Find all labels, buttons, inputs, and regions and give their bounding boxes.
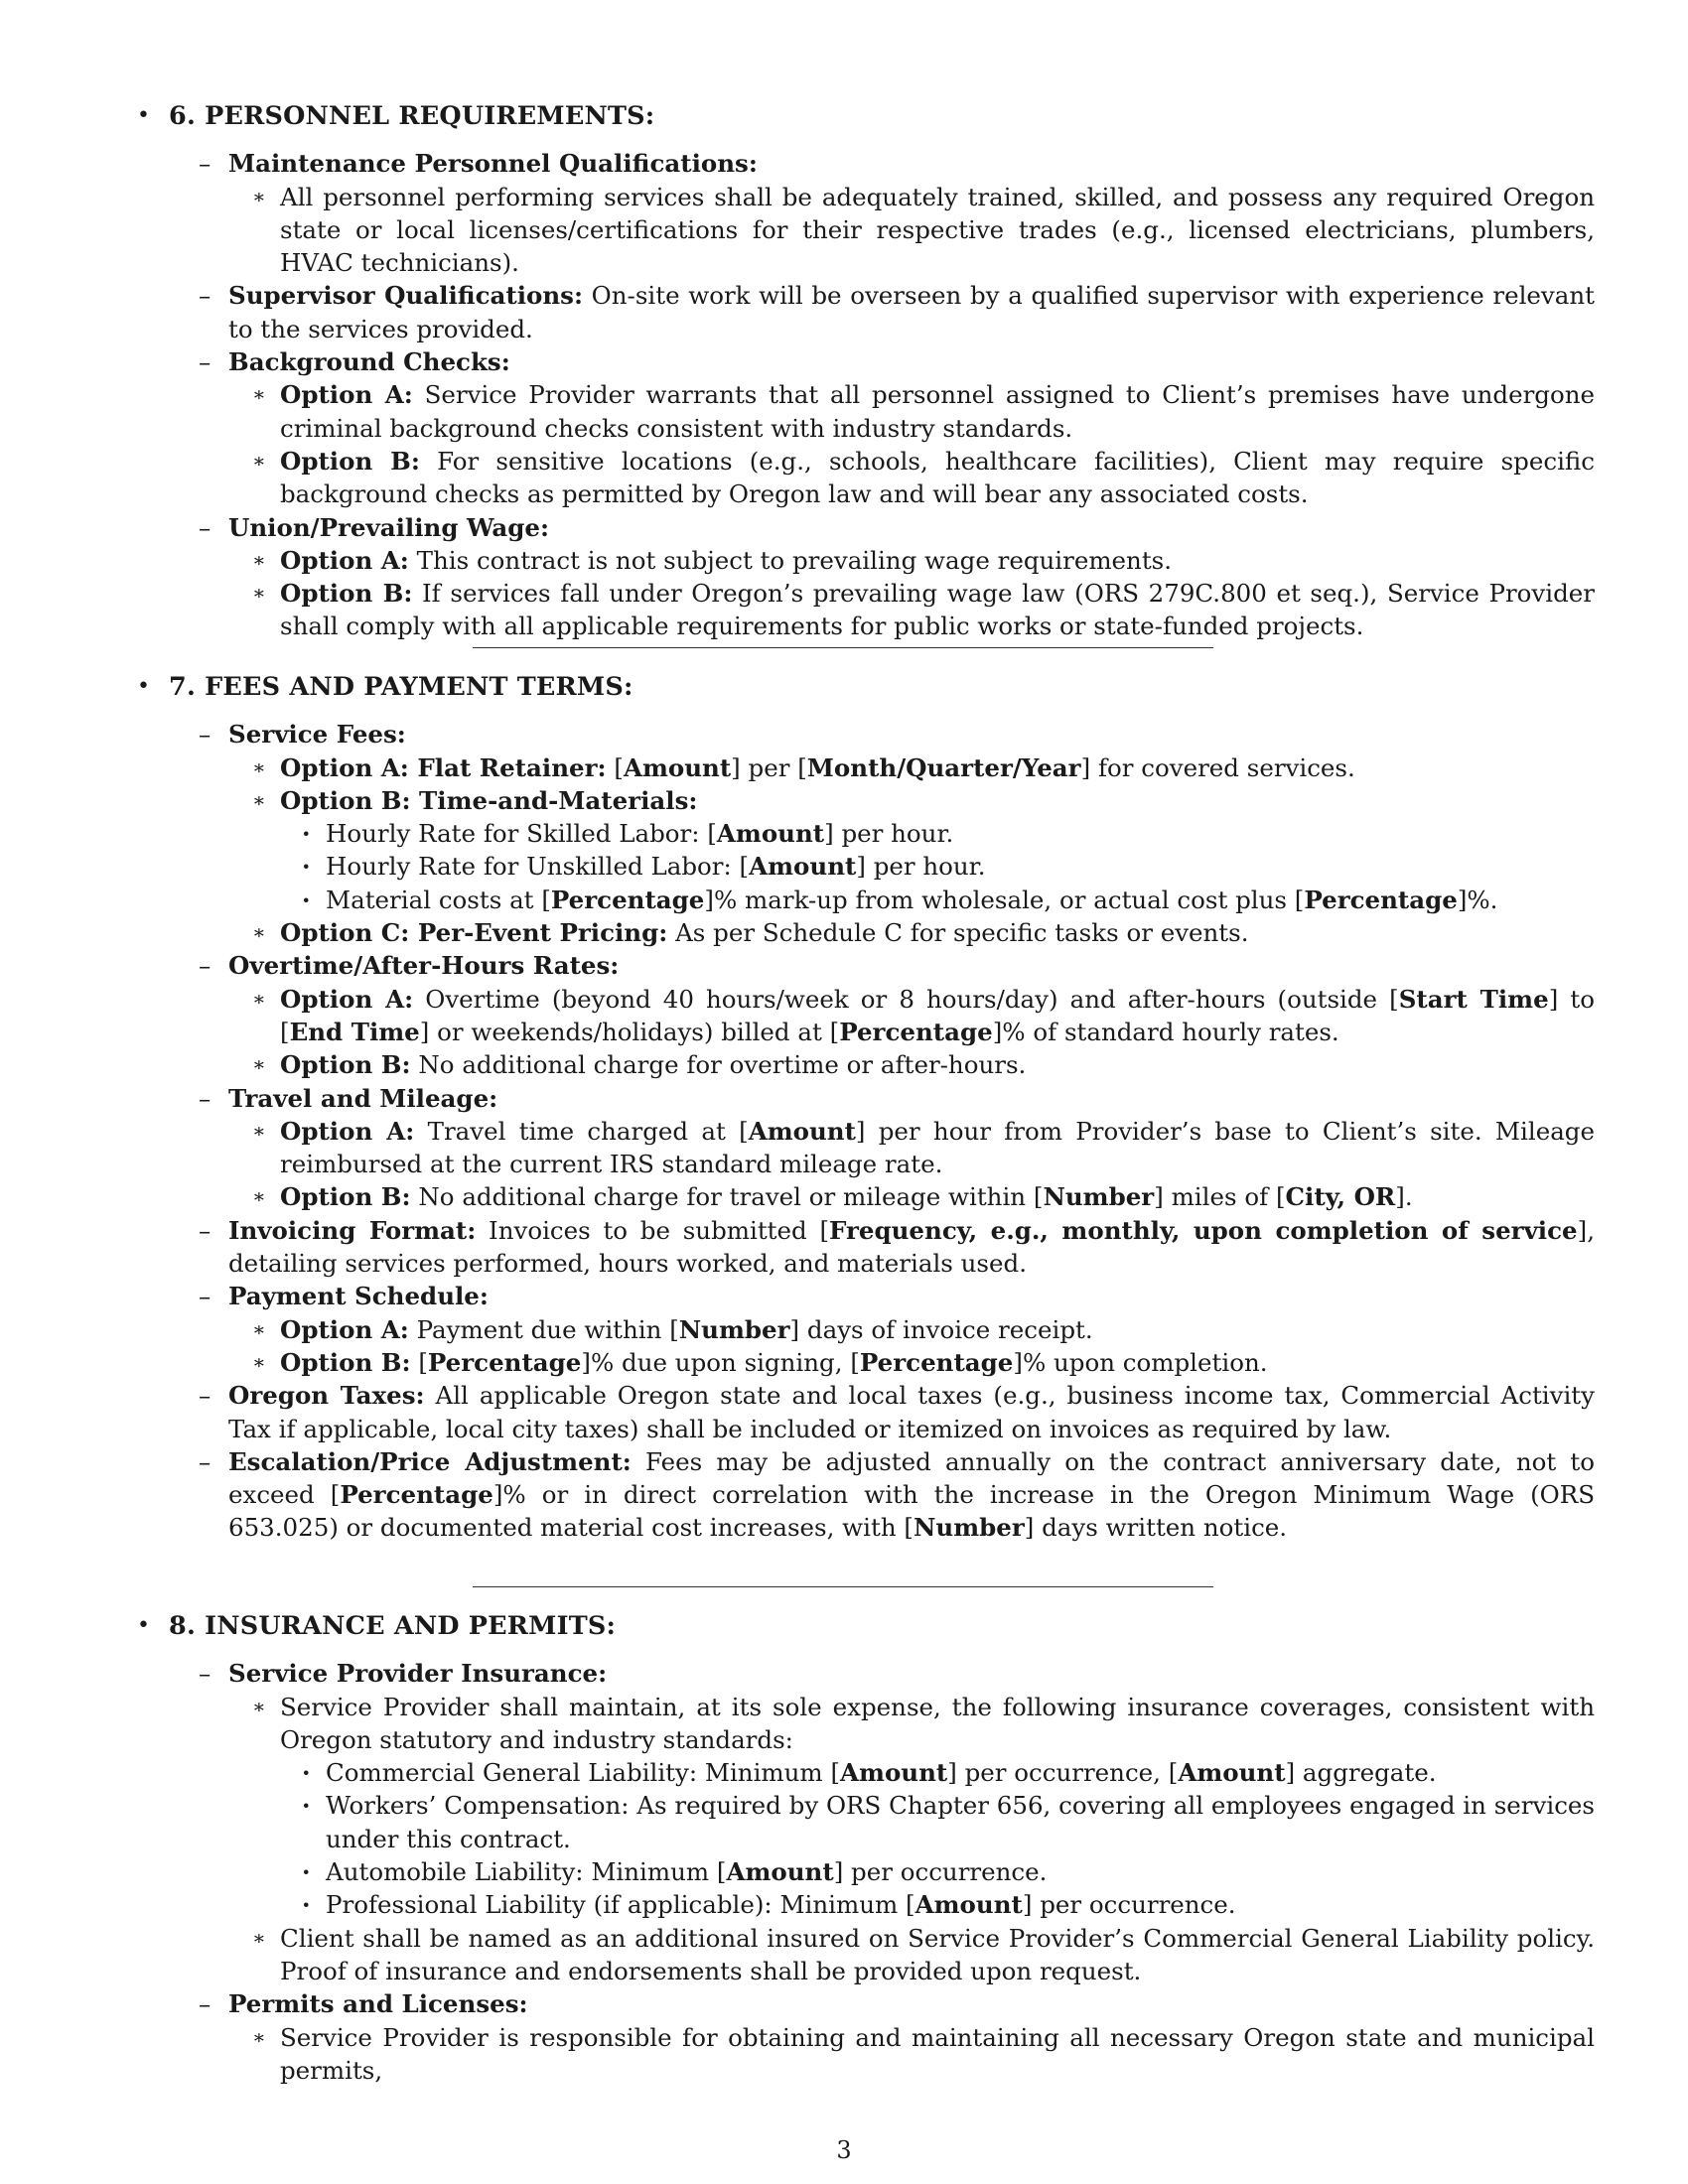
service-fees-label: Service Fees:	[228, 720, 406, 750]
percentage-placeholder: Percentage	[340, 1480, 493, 1510]
section-6-item	[135, 99, 1595, 643]
overtime-label: Overtime/After-Hours Rates:	[228, 951, 620, 981]
asterisk-marker: ∗	[252, 1052, 266, 1077]
travel-option-a: ∗ Option A: Travel time charged at [Amount] per hour from Provider’s base to Client’s site. Mileage reimbursed at the current IRS standard mileage rate.	[252, 1116, 1595, 1179]
professional-liability: · Professional Liability (if applicable): Minimum [Amount] per occurrence.	[326, 1888, 1595, 1921]
background-checks	[199, 345, 1595, 510]
maintenance-label: Maintenance Personnel Qualifications:	[228, 149, 758, 179]
workers-comp-text: Workers’ Compensation: As required by ORS Chapter 656, covering all employees engaged in services under this contract.	[326, 1791, 1595, 1853]
dash-marker: –	[199, 512, 211, 542]
percentage-placeholder: Percentage	[1304, 885, 1458, 914]
dot-marker: ·	[302, 1890, 311, 1920]
percentage-placeholder: Percentage	[427, 1347, 582, 1377]
section-divider	[473, 1586, 1213, 1587]
cgl-coverage: · Commercial General Liability: Minimum [Amount] per occurrence, [Amount] aggregate.	[326, 1756, 1595, 1789]
payment-option-b: ∗ Option B: [Percentage]% due upon signing, [Percentage]% upon completion.	[280, 1346, 1595, 1379]
option-b-label: Option B:	[280, 1182, 411, 1212]
asterisk-marker: ∗	[252, 986, 266, 1011]
percent-end: %.	[1467, 885, 1498, 914]
asterisk-marker: ∗	[252, 1925, 266, 1950]
background-label: Background Checks:	[228, 347, 510, 377]
escalation-mid: % or in direct correlation with the increase in the Oregon Minimum Wage (ORS 653.025) or documented material cost increases, with	[228, 1480, 1595, 1543]
asterisk-marker: ∗	[252, 382, 266, 407]
per-text: per	[748, 752, 790, 782]
overtime-mid-text: or weekends/holidays) billed at	[437, 1017, 822, 1046]
number-placeholder: Number	[1043, 1182, 1155, 1212]
permits-label: Permits and Licenses:	[228, 1989, 528, 2019]
amount-placeholder: Amount	[716, 819, 825, 849]
asterisk-marker: ∗	[252, 581, 266, 606]
option-b-text: For sensitive locations (e.g., schools, healthcare facilities), Client may require specific background checks as permitted by Oregon law and will bear any associated costs.	[280, 446, 1595, 509]
payment-tail: days of invoice receipt.	[806, 1314, 1093, 1344]
oregon-taxes	[199, 1379, 1595, 1445]
percentage-placeholder: Percentage	[859, 1347, 1014, 1377]
invoicing-label: Invoicing Format:	[228, 1215, 477, 1245]
overtime-rates	[199, 949, 1595, 1081]
auto-liability: · Automobile Liability: Minimum [Amount] per occurrence.	[326, 1855, 1595, 1888]
percentage-placeholder: Percentage	[839, 1017, 993, 1046]
dash-marker: –	[199, 347, 211, 377]
union-label: Union/Prevailing Wage:	[228, 512, 550, 542]
asterisk-marker: ∗	[252, 547, 266, 572]
supervisor-label: Supervisor Qualifications:	[228, 281, 583, 311]
cgl-mid: per occurrence,	[964, 1758, 1161, 1788]
cgl-tail: aggregate.	[1302, 1758, 1437, 1788]
option-a-label: Option A:	[280, 1314, 409, 1344]
option-b-label: Option B:	[280, 1050, 411, 1080]
union-option-b	[252, 577, 1595, 643]
asterisk-marker: ∗	[252, 2024, 266, 2049]
option-a-label: Option A: Flat Retainer:	[280, 752, 607, 782]
service-fees	[199, 718, 1595, 949]
maintenance-text-item	[252, 181, 1595, 280]
amount-placeholder: Amount	[749, 852, 857, 882]
travel-tail: per hour from Provider’s base to Client’s site. Mileage reimbursed at the current IRS standard mileage rate.	[280, 1116, 1595, 1179]
maintenance-qualifications	[199, 147, 1595, 279]
payment-b-mid: % due upon signing,	[590, 1347, 843, 1377]
asterisk-marker: ∗	[252, 1118, 266, 1143]
travel-label: Travel and Mileage:	[228, 1083, 498, 1113]
unskilled-rate-text: Hourly Rate for Unskilled Labor:	[326, 852, 732, 882]
option-a-label: Option A:	[280, 545, 409, 575]
dash-marker: –	[199, 281, 211, 311]
material-text: Material costs at	[326, 885, 534, 914]
dash-marker: –	[199, 1989, 211, 2019]
amount-placeholder: Amount	[623, 752, 732, 782]
period-placeholder: Month/Quarter/Year	[806, 752, 1081, 782]
overtime-option-b	[252, 1048, 1595, 1081]
option-b-label: Option B:	[280, 579, 413, 609]
escalation-adjustment: – Escalation/Price Adjustment: Fees may be adjusted annually on the contract anniversary date, not to exceed [Percentage]% or in direct correlation with the increase in the Oregon Minimum Wage (ORS 653.025) or documented material cost increases, with [Number] days written notice.	[199, 1446, 1595, 1543]
escalation-label: Escalation/Price Adjustment:	[228, 1446, 632, 1476]
asterisk-marker: ∗	[252, 787, 266, 812]
option-c-text: As per Schedule C for specific tasks or events.	[675, 918, 1249, 948]
amount-placeholder: Amount	[1178, 1758, 1286, 1788]
material-mid-text: % mark-up from wholesale, or actual cost plus	[713, 885, 1287, 914]
section-8	[135, 1609, 1595, 2087]
background-option-a	[252, 378, 1595, 445]
dash-marker: –	[199, 1446, 211, 1476]
travel-option-b: ∗ Option B: No additional charge for travel or mileage within [Number] miles of [City, OR].	[280, 1180, 1595, 1213]
asterisk-marker: ∗	[252, 920, 266, 945]
background-option-b	[252, 445, 1595, 511]
section-7-heading: 7. FEES AND PAYMENT TERMS:	[169, 672, 633, 702]
option-a-label: Option A:	[280, 1116, 415, 1146]
per-hour-text: per hour.	[873, 852, 986, 882]
payment-text: Payment due within	[416, 1314, 662, 1344]
city-placeholder: City, OR	[1285, 1182, 1396, 1212]
overtime-text: Overtime (beyond 40 hours/week or 8 hours/day) and after-hours (outside	[425, 984, 1378, 1014]
provider-insurance	[199, 1657, 1595, 1987]
dot-marker: ·	[302, 852, 311, 882]
escalation-text: Fees may be adjusted annually on the contract anniversary date, not to exceed	[228, 1446, 1595, 1510]
dash-marker: –	[199, 720, 211, 750]
maintenance-text: All personnel performing services shall be adequately trained, skilled, and possess any required Oregon state or local licenses/certifications for their respective trades (e.g., licensed electricians, plumbers, HVAC technicians).	[280, 182, 1595, 278]
cgl-text: Commercial General Liability: Minimum	[326, 1758, 823, 1788]
asterisk-marker: ∗	[252, 1316, 266, 1341]
insurance-label: Service Provider Insurance:	[228, 1659, 608, 1689]
per-occurrence-text: per occurrence.	[851, 1857, 1048, 1887]
percentage-placeholder: Percentage	[550, 885, 705, 914]
option-b-label: Option B:	[280, 446, 420, 476]
frequency-placeholder: Frequency, e.g., monthly, upon completion of service	[829, 1215, 1578, 1245]
option-c-label: Option C: Per-Event Pricing:	[280, 918, 668, 948]
section-7-item	[135, 670, 1595, 1545]
start-time-placeholder: Start Time	[1398, 984, 1549, 1014]
payment-option-a: ∗ Option A: Payment due within [Number] days of invoice receipt.	[280, 1313, 1595, 1346]
invoicing-text: Invoices to be submitted	[489, 1215, 807, 1245]
option-b-text: No additional charge for overtime or after-hours.	[418, 1050, 1027, 1080]
dot-marker: ·	[302, 819, 311, 849]
professional-text: Professional Liability (if applicable): Minimum	[326, 1890, 899, 1920]
amount-placeholder: Amount	[914, 1890, 1023, 1920]
union-prevailing-wage	[199, 511, 1595, 643]
option-a-label: Option A:	[280, 984, 414, 1014]
travel-b-mid: miles of	[1171, 1182, 1269, 1212]
end-time-placeholder: End Time	[289, 1017, 420, 1046]
option-a-label: Option A:	[280, 380, 413, 410]
to-text: to	[1570, 984, 1595, 1014]
dash-marker: –	[199, 1083, 211, 1113]
dot-marker: ·	[302, 1857, 311, 1887]
permits-text: Service Provider is responsible for obtaining and maintaining all necessary Oregon state and municipal permits,	[280, 2022, 1595, 2085]
per-occurrence-text: per occurrence.	[1040, 1890, 1236, 1920]
bullet: •	[137, 1613, 150, 1638]
period-end: .	[1404, 1182, 1413, 1212]
travel-text: Travel time charged at	[427, 1116, 726, 1146]
invoicing-format: – Invoicing Format: Invoices to be submitted [Frequency, e.g., monthly, upon completion of service], detailing services performed, hours worked, and materials used.	[199, 1215, 1595, 1279]
fees-option-a: ∗ Option A: Flat Retainer: [Amount] per [Month/Quarter/Year] for covered services.	[280, 751, 1595, 784]
option-a-text: Service Provider warrants that all personnel assigned to Client’s premises have undergone criminal background checks consistent with industry standards.	[280, 380, 1595, 443]
asterisk-marker: ∗	[252, 754, 266, 779]
insurance-intro: Service Provider shall maintain, at its sole expense, the following insurance coverages, consistent with Oregon statutory and industry standards:	[280, 1692, 1595, 1754]
dot-marker: ·	[302, 885, 311, 914]
travel-b-text: No additional charge for travel or mileage within	[418, 1182, 1027, 1212]
dash-marker: –	[199, 149, 211, 179]
number-placeholder: Number	[913, 1513, 1025, 1543]
asterisk-marker: ∗	[252, 1694, 266, 1718]
payment-label: Payment Schedule:	[228, 1282, 489, 1311]
unskilled-rate: · Hourly Rate for Unskilled Labor: [Amount] per hour.	[326, 850, 1595, 883]
workers-comp	[302, 1789, 1595, 1855]
overtime-option-a: ∗ Option A: Overtime (beyond 40 hours/week or 8 hours/day) and after-hours (outside [Start Time] to [End Time] or weekends/holidays) billed at [Percentage]% of standard hourly rates.	[252, 984, 1595, 1046]
section-8-heading: 8. INSURANCE AND PERMITS:	[169, 1611, 617, 1641]
option-a-text: This contract is not subject to prevailing wage requirements.	[416, 545, 1173, 575]
fees-option-b	[252, 784, 1595, 916]
additional-insured-item	[252, 1922, 1595, 1988]
asterisk-marker: ∗	[252, 184, 266, 208]
taxes-text: All applicable Oregon state and local taxes (e.g., business income tax, Commercial Activity Tax if applicable, local city taxes) shall be included or itemized on invoices as required by law.	[228, 1381, 1595, 1443]
page-number: 3	[836, 2136, 852, 2164]
option-b-text: If services fall under Oregon’s prevailing wage law (ORS 279C.800 et seq.), Service Provider shall comply with all applicable requirements for public works or state-funded projects.	[280, 579, 1595, 641]
section-7	[135, 670, 1595, 1545]
supervisor-text: On-site work will be overseen by a qualified supervisor with experience relevant to the services provided.	[228, 281, 1595, 343]
travel-mileage	[199, 1082, 1595, 1214]
skilled-rate: · Hourly Rate for Skilled Labor: [Amount] per hour.	[326, 817, 1595, 850]
overtime-tail: % of standard hourly rates.	[1002, 1017, 1339, 1046]
fees-option-c	[252, 916, 1595, 949]
option-a-tail: for covered services.	[1097, 752, 1355, 782]
invoicing-tail: , detailing services performed, hours worked, and materials used.	[228, 1215, 1595, 1279]
insurance-intro-item	[252, 1691, 1595, 1922]
option-b-label: Option B: Time-and-Materials:	[280, 785, 698, 815]
auto-text: Automobile Liability: Minimum	[326, 1857, 710, 1887]
number-placeholder: Number	[678, 1314, 790, 1344]
payment-b-tail: % upon completion.	[1022, 1347, 1268, 1377]
escalation-tail: days written notice.	[1042, 1513, 1288, 1543]
section-6-heading: 6. PERSONNEL REQUIREMENTS:	[169, 101, 655, 131]
dash-marker: –	[199, 951, 211, 981]
section-6	[135, 99, 1595, 643]
union-option-a	[252, 544, 1595, 577]
amount-placeholder: Amount	[726, 1857, 834, 1887]
supervisor-qualifications	[199, 279, 1595, 345]
payment-schedule	[199, 1280, 1595, 1379]
dash-marker: –	[199, 1282, 211, 1311]
permits-item	[252, 2021, 1595, 2088]
dash-marker: –	[199, 1215, 211, 1245]
asterisk-marker: ∗	[252, 1349, 266, 1374]
bullet: •	[137, 674, 150, 699]
dash-marker: –	[199, 1659, 211, 1689]
additional-insured-text: Client shall be named as an additional insured on Service Provider’s Commercial General Liability policy. Proof of insurance and endorsements shall be provided upon request.	[280, 1923, 1595, 1985]
dash-marker: –	[199, 1381, 211, 1411]
dot-marker: ·	[302, 1758, 311, 1788]
option-b-label: Option B:	[280, 1347, 411, 1377]
amount-placeholder: Amount	[840, 1758, 948, 1788]
material-costs: · Material costs at [Percentage]% mark-up from wholesale, or actual cost plus [Percentage]%.	[326, 884, 1595, 916]
permits-licenses	[199, 1987, 1595, 2087]
per-hour-text: per hour.	[841, 819, 954, 849]
asterisk-marker: ∗	[252, 1184, 266, 1209]
amount-placeholder: Amount	[748, 1116, 856, 1146]
section-divider	[473, 647, 1213, 648]
bullet: •	[137, 103, 150, 128]
section-8-item	[135, 1609, 1595, 2087]
taxes-label: Oregon Taxes:	[228, 1381, 425, 1411]
skilled-rate-text: Hourly Rate for Skilled Labor:	[326, 819, 700, 849]
dot-marker: ·	[302, 1791, 311, 1821]
asterisk-marker: ∗	[252, 448, 266, 473]
